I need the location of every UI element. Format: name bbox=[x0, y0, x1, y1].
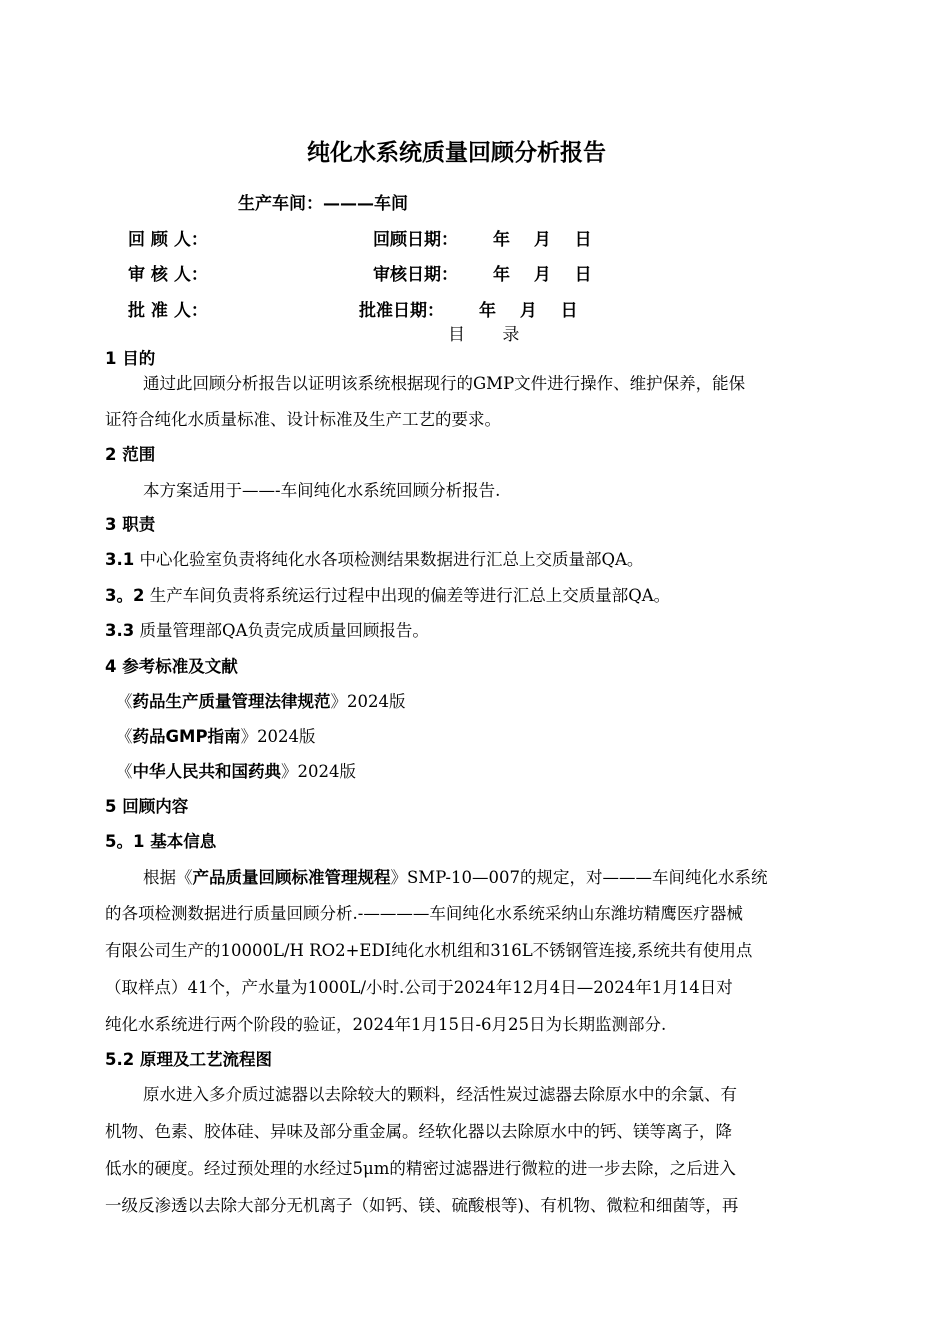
section-3-item-1 bbox=[105, 546, 643, 570]
reference-1 bbox=[116, 688, 406, 712]
check-date-label: 审核日期： bbox=[373, 265, 458, 285]
section-5-1-line-2: 的各项检测数据进行质量回顾分析.-————车间纯化水系统采纳山东潍坊精鹰医疗器械 bbox=[105, 904, 743, 923]
ref-close: 》2024版 bbox=[330, 692, 406, 711]
document-title: 纯化水系统质量回顾分析报告 bbox=[307, 140, 606, 166]
section-5-1-line-5: 纯化水系统进行两个阶段的验证，2024年1月15日-6月25日为长期监测部分. bbox=[105, 1015, 667, 1034]
procedure-name: 产品质量回顾标准管理规程 bbox=[192, 868, 391, 887]
section-2-line-1: 本方案适用于——-车间纯化水系统回顾分析报告. bbox=[143, 481, 501, 500]
ref-name: 中华人民共和国药典 bbox=[132, 762, 281, 781]
reviewer-label: 回 顾 人： bbox=[128, 230, 208, 250]
section-5-2-heading: 5.2 原理及工艺流程图 bbox=[105, 1050, 272, 1069]
reference-2 bbox=[116, 723, 316, 747]
section-5-heading: 5 回顾内容 bbox=[105, 797, 189, 816]
section-3-heading: 3 职责 bbox=[105, 515, 156, 534]
section-2-heading: 2 范围 bbox=[105, 445, 156, 464]
section-3-item-3 bbox=[105, 617, 429, 641]
text-run: 》SMP-10—007的规定，对———车间纯化水系统 bbox=[390, 868, 768, 887]
reference-3 bbox=[116, 758, 356, 782]
ref-open: 《 bbox=[116, 692, 133, 711]
section-5-1-heading: 5。1 基本信息 bbox=[105, 832, 217, 851]
ref-open: 《 bbox=[116, 727, 133, 746]
review-date-label: 回顾日期： bbox=[373, 230, 458, 250]
section-1-line-1: 通过此回顾分析报告以证明该系统根据现行的GMP文件进行操作、维护保养，能保 bbox=[143, 374, 746, 393]
section-5-2-line-4: 一级反渗透以去除大部分无机离子（如钙、镁、硫酸根等)、有机物、微粒和细菌等，再 bbox=[105, 1196, 739, 1215]
section-1-line-2: 证符合纯化水质量标准、设计标准及生产工艺的要求。 bbox=[105, 410, 501, 429]
item-number: 3.3 bbox=[105, 621, 135, 640]
item-text: 质量管理部QA负责完成质量回顾报告。 bbox=[134, 621, 429, 640]
ref-close: 》2024版 bbox=[240, 727, 316, 746]
ref-close: 》2024版 bbox=[281, 762, 356, 781]
item-text: 生产车间负责将系统运行过程中出现的偏差等进行汇总上交质量部QA。 bbox=[144, 586, 671, 605]
ref-name: 药品生产质量管理法律规范 bbox=[132, 692, 331, 711]
review-date-value: 年 月 日 bbox=[493, 230, 592, 250]
section-5-1-line-4: （取样点）41个，产水量为1000L/小时.公司于2024年12月4日—2024年1月14日对 bbox=[105, 978, 733, 997]
check-date-value: 年 月 日 bbox=[493, 265, 592, 285]
item-number: 3。2 bbox=[105, 586, 145, 605]
section-5-2-line-2: 机物、色素、胶体硅、异味及部分重金属。经软化器以去除原水中的钙、镁等离子，降 bbox=[105, 1122, 732, 1141]
section-5-2-line-3: 低水的硬度。经过预处理的水经过5μm的精密过滤器进行微粒的进一步去除，之后进入 bbox=[105, 1159, 736, 1178]
checker-label: 审 核 人： bbox=[128, 265, 208, 285]
ref-name: 药品GMP指南 bbox=[132, 727, 241, 746]
section-4-heading: 4 参考标准及文献 bbox=[105, 657, 238, 676]
section-3-item-2 bbox=[105, 582, 670, 606]
workshop-line: 生产车间：———车间 bbox=[238, 194, 408, 214]
section-5-2-line-1: 原水进入多介质过滤器以去除较大的颗料，经活性炭过滤器去除原水中的余氯、有 bbox=[143, 1085, 737, 1104]
toc-label: 目 录 bbox=[448, 325, 536, 345]
section-1-heading: 1 目的 bbox=[105, 349, 156, 368]
ref-open: 《 bbox=[116, 762, 133, 781]
section-5-1-line-1 bbox=[143, 864, 767, 888]
section-5-1-line-3: 有限公司生产的10000L/H RO2+EDI纯化水机组和316L不锈钢管连接,系统共有使用点 bbox=[105, 941, 753, 960]
approve-date-value: 年 月 日 bbox=[479, 301, 578, 321]
text-run: 根据《 bbox=[143, 868, 193, 887]
approve-date-label: 批准日期： bbox=[359, 301, 444, 321]
item-text: 中心化验室负责将纯化水各项检测结果数据进行汇总上交质量部QA。 bbox=[134, 550, 644, 569]
item-number: 3.1 bbox=[105, 550, 135, 569]
approver-label: 批 准 人： bbox=[128, 301, 208, 321]
